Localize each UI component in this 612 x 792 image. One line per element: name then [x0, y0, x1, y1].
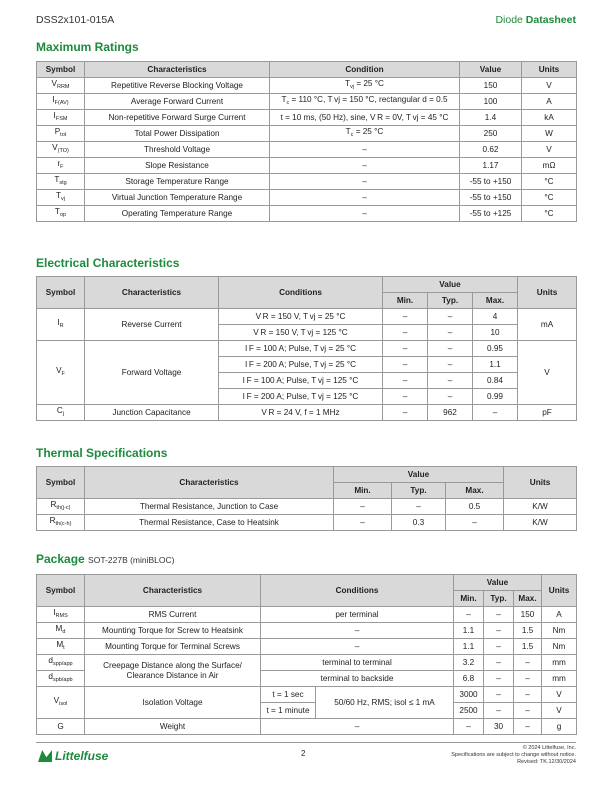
characteristic-cell: Reverse Current — [85, 309, 219, 341]
unit-cell: Nm — [542, 623, 577, 639]
characteristic-cell: Junction Capacitance — [85, 405, 219, 421]
doc-type-b: Datasheet — [525, 14, 576, 26]
symbol-subscript: j — [62, 411, 65, 417]
th-value: Value — [454, 575, 542, 591]
value-cell: – — [334, 499, 392, 515]
unit-cell: V — [518, 341, 577, 405]
brand-logo — [38, 749, 108, 763]
symbol-subscript: th(c-h) — [55, 521, 72, 527]
value-cell: -55 to +125 — [460, 206, 522, 222]
doc-type-a: Diode — [495, 14, 523, 26]
characteristic-cell: Thermal Resistance, Case to Heatsink — [85, 515, 334, 531]
symbol-cell: $r_F$ — [37, 158, 85, 174]
condition-cell: – — [270, 142, 460, 158]
value-cell: – — [484, 655, 514, 671]
value-cell: – — [514, 655, 542, 671]
unit-cell: K/W — [504, 499, 577, 515]
symbol-cell: $I_{F(AV)}$ — [37, 94, 85, 110]
value-cell: – — [484, 607, 514, 623]
part-number: DSS2x101-015A — [36, 14, 115, 26]
value-cell: -55 to +150 — [460, 190, 522, 206]
disclaimer-line: Specifications are subject to change without notice. — [451, 752, 576, 758]
characteristic-cell: Storage Temperature Range — [85, 174, 270, 190]
symbol-cell: $V_{isol}$ — [37, 687, 85, 719]
th-char: Characteristics — [85, 467, 334, 499]
characteristic-cell: RMS Current — [85, 607, 261, 623]
table-row — [37, 341, 577, 357]
condition-cell: I F = 100 A; Pulse, T vj = 125 °C — [219, 373, 383, 389]
unit-cell: pF — [518, 405, 577, 421]
condition-cell: – — [270, 174, 460, 190]
value-cell: 0.3 — [392, 515, 446, 531]
value-cell: – — [383, 373, 428, 389]
value-cell: – — [484, 671, 514, 687]
value-cell: – — [428, 325, 473, 341]
th-symbol: Symbol — [37, 467, 85, 499]
condition-cell: V R = 150 V, T vj = 25 °C — [219, 309, 383, 325]
unit-cell: °C — [522, 190, 577, 206]
symbol-subscript: stg — [59, 180, 67, 186]
value-cell: – — [383, 309, 428, 325]
symbol-cell: $d_{spb/apb}$ — [37, 671, 85, 687]
value-cell: 150 — [514, 607, 542, 623]
unit-cell: V — [522, 78, 577, 94]
symbol-subscript: vj — [61, 196, 65, 202]
condition-cell: t = 10 ms, (50 Hz), sine, V R = 0V, T vj = 45 °C — [270, 110, 460, 126]
unit-cell: V — [542, 687, 577, 703]
copyright-line: © 2024 Littelfuse, Inc. — [522, 745, 576, 751]
symbol-subscript: isol — [59, 701, 68, 707]
characteristic-cell: Forward Voltage — [85, 341, 219, 405]
thermal-body — [37, 499, 577, 531]
value-cell: -55 to +150 — [460, 174, 522, 190]
condition-subscript: c — [350, 132, 354, 138]
value-cell: 30 — [484, 719, 514, 735]
th-max: Max. — [514, 591, 542, 607]
value-cell: – — [484, 639, 514, 655]
symbol-cell: $d_{spp/app}$ — [37, 655, 85, 671]
value-cell: 0.5 — [446, 499, 504, 515]
characteristic-cell: Operating Temperature Range — [85, 206, 270, 222]
symbol-subscript: spp/app — [52, 661, 73, 667]
column-header: Characteristics — [85, 62, 270, 78]
max-ratings-table — [36, 61, 577, 222]
value-cell: 1.1 — [454, 623, 484, 639]
page-header — [36, 14, 576, 30]
th-cond: Conditions — [219, 277, 383, 309]
table-row — [37, 110, 577, 126]
unit-cell: mA — [518, 309, 577, 341]
th-value: Value — [334, 467, 504, 483]
page-number: 2 — [301, 749, 306, 758]
th-char: Characteristics — [85, 277, 219, 309]
electrical-body — [37, 309, 577, 421]
value-cell: 1.1 — [473, 357, 518, 373]
symbol-subscript: RRM — [56, 84, 70, 90]
symbol-cell: $C_j$ — [37, 405, 85, 421]
value-cell: – — [428, 389, 473, 405]
value-cell: 1.4 — [460, 110, 522, 126]
condition-cell: $T_c = 25$ °C — [270, 126, 460, 142]
symbol-subscript: (TO) — [57, 148, 69, 154]
value-cell: – — [514, 719, 542, 735]
value-cell: 1.1 — [454, 639, 484, 655]
unit-cell: g — [542, 719, 577, 735]
column-header: Units — [522, 62, 577, 78]
symbol-subscript: d — [62, 629, 66, 635]
value-cell: – — [484, 703, 514, 719]
unit-cell: °C — [522, 206, 577, 222]
value-cell: 0.95 — [473, 341, 518, 357]
condition-subscript: vj — [350, 84, 355, 90]
revision-line: Revised: TK.12/30/2024 — [517, 759, 576, 765]
time-cell: t = 1 sec — [261, 687, 316, 703]
value-cell: – — [334, 515, 392, 531]
condition-cell: $T_c = 110$ °C, T vj = 150 °C, rectangular d = 0.5 — [270, 94, 460, 110]
condition-cell: – — [270, 190, 460, 206]
characteristic-cell: Creepage Distance along the Surface/ Clearance Distance in Air — [85, 655, 261, 687]
condition-cell: $T_{vj} = 25$ °C — [270, 78, 460, 94]
littelfuse-logo-icon — [38, 750, 52, 762]
characteristic-cell: Slope Resistance — [85, 158, 270, 174]
value-cell: 0.62 — [460, 142, 522, 158]
value-cell: 250 — [460, 126, 522, 142]
value-cell: – — [383, 357, 428, 373]
copyright — [451, 745, 576, 766]
th-max: Max. — [473, 293, 518, 309]
th-units: Units — [542, 575, 577, 607]
symbol-subscript: spb/apb — [52, 677, 73, 683]
value-cell: 962 — [428, 405, 473, 421]
th-min: Min. — [454, 591, 484, 607]
unit-cell: °C — [522, 174, 577, 190]
value-cell: 10 — [473, 325, 518, 341]
section-title-package — [36, 552, 175, 566]
condition-cell: – — [261, 719, 454, 735]
table-row — [37, 78, 577, 94]
value-cell: – — [446, 515, 504, 531]
table-row — [37, 142, 577, 158]
package-title: Package — [36, 552, 85, 566]
value-cell: – — [428, 341, 473, 357]
th-units: Units — [504, 467, 577, 499]
value-cell: – — [454, 607, 484, 623]
symbol-cell: $R_{th(j-c)}$ — [37, 499, 85, 515]
value-cell: 100 — [460, 94, 522, 110]
table-row — [37, 405, 577, 421]
symbol-cell: $I_{FSM}$ — [37, 110, 85, 126]
unit-cell: A — [522, 94, 577, 110]
condition-cell: terminal to terminal — [261, 655, 454, 671]
condition-cell: V R = 24 V, f = 1 MHz — [219, 405, 383, 421]
symbol-subscript: op — [59, 212, 67, 218]
condition-cell: – — [261, 639, 454, 655]
th-cond: Conditions — [261, 575, 454, 607]
value-cell: – — [392, 499, 446, 515]
th-typ: Typ. — [392, 483, 446, 499]
symbol-subscript: FSM — [55, 116, 68, 122]
condition-cell: – — [270, 158, 460, 174]
value-cell: 0.84 — [473, 373, 518, 389]
value-cell: – — [383, 405, 428, 421]
symbol-cell: $T_{stg}$ — [37, 174, 85, 190]
table-row — [37, 174, 577, 190]
logo-text: Littelfuse — [55, 749, 109, 763]
value-cell: – — [428, 357, 473, 373]
condition-cell: per terminal — [261, 607, 454, 623]
table-row — [37, 623, 577, 639]
table-row — [37, 206, 577, 222]
section-title-thermal: Thermal Specifications — [36, 446, 168, 460]
symbol-cell: $T_{op}$ — [37, 206, 85, 222]
value-cell: – — [383, 325, 428, 341]
package-table — [36, 574, 577, 735]
column-header: Symbol — [37, 62, 85, 78]
th-min: Min. — [383, 293, 428, 309]
th-symbol: Symbol — [37, 277, 85, 309]
value-cell: 2500 — [454, 703, 484, 719]
value-cell: – — [473, 405, 518, 421]
symbol-cell: $V_{RRM}$ — [37, 78, 85, 94]
characteristic-cell: Total Power Dissipation — [85, 126, 270, 142]
condition-cell: I F = 200 A; Pulse, T vj = 125 °C — [219, 389, 383, 405]
value-cell: 3.2 — [454, 655, 484, 671]
value-cell: – — [514, 703, 542, 719]
unit-cell: mm — [542, 671, 577, 687]
value-cell: – — [454, 719, 484, 735]
table-row — [37, 126, 577, 142]
th-typ: Typ. — [428, 293, 473, 309]
characteristic-cell: Repetitive Reverse Blocking Voltage — [85, 78, 270, 94]
symbol-cell: $V_F$ — [37, 341, 85, 405]
column-header: Value — [460, 62, 522, 78]
characteristic-cell: Thermal Resistance, Junction to Case — [85, 499, 334, 515]
condition-cell: V R = 150 V, T vj = 125 °C — [219, 325, 383, 341]
unit-cell: mΩ — [522, 158, 577, 174]
symbol-cell: $P_{tot}$ — [37, 126, 85, 142]
symbol-cell: $M_t$ — [37, 639, 85, 655]
value-cell: 3000 — [454, 687, 484, 703]
value-cell: 0.99 — [473, 389, 518, 405]
value-cell: 1.5 — [514, 639, 542, 655]
th-symbol: Symbol — [37, 575, 85, 607]
characteristic-cell: Weight — [85, 719, 261, 735]
thermal-table — [36, 466, 577, 531]
value-cell: 4 — [473, 309, 518, 325]
symbol-cell: $V_{(TO)}$ — [37, 142, 85, 158]
table-row — [37, 655, 577, 671]
unit-cell: V — [542, 703, 577, 719]
doc-type — [495, 14, 576, 26]
condition-cell: – — [270, 206, 460, 222]
table-row — [37, 309, 577, 325]
unit-cell: W — [522, 126, 577, 142]
unit-cell: A — [542, 607, 577, 623]
value-cell: 6.8 — [454, 671, 484, 687]
unit-cell: kA — [522, 110, 577, 126]
unit-cell: Nm — [542, 639, 577, 655]
section-title-max-ratings: Maximum Ratings — [36, 40, 139, 54]
th-value: Value — [383, 277, 518, 293]
table-row — [37, 499, 577, 515]
condition-cell: I F = 100 A; Pulse, T vj = 25 °C — [219, 341, 383, 357]
value-cell: – — [514, 671, 542, 687]
table-row — [37, 639, 577, 655]
table-row — [37, 607, 577, 623]
section-title-electrical: Electrical Characteristics — [36, 256, 180, 270]
table-row — [37, 515, 577, 531]
characteristic-cell: Mounting Torque for Terminal Screws — [85, 639, 261, 655]
symbol-cell: $I_{RMS}$ — [37, 607, 85, 623]
table-row — [37, 687, 577, 703]
condition-subscript: c — [286, 100, 290, 106]
table-header-row — [37, 62, 577, 78]
th-typ: Typ. — [484, 591, 514, 607]
condition-cell: I F = 200 A; Pulse, T vj = 25 °C — [219, 357, 383, 373]
condition-cell: terminal to backside — [261, 671, 454, 687]
symbol-subscript: RMS — [55, 613, 68, 619]
symbol-subscript: t — [63, 645, 65, 651]
th-char: Characteristics — [85, 575, 261, 607]
characteristic-cell: Threshold Voltage — [85, 142, 270, 158]
table-row — [37, 94, 577, 110]
characteristic-cell: Virtual Junction Temperature Range — [85, 190, 270, 206]
value-cell: – — [383, 389, 428, 405]
table-row — [37, 719, 577, 735]
th-units: Units — [518, 277, 577, 309]
value-cell: – — [514, 687, 542, 703]
unit-cell: mm — [542, 655, 577, 671]
value-cell: – — [484, 623, 514, 639]
characteristic-cell: Non-repetitive Forward Surge Current — [85, 110, 270, 126]
time-cell: t = 1 minute — [261, 703, 316, 719]
characteristic-cell: Average Forward Current — [85, 94, 270, 110]
characteristic-cell: Isolation Voltage — [85, 687, 261, 719]
condition-cell: – — [261, 623, 454, 639]
symbol-cell: $T_{vj}$ — [37, 190, 85, 206]
th-min: Min. — [334, 483, 392, 499]
package-body — [37, 607, 577, 735]
package-subtitle: SOT-227B (miniBLOC) — [88, 555, 175, 565]
symbol-subscript: F — [60, 164, 64, 170]
symbol-cell: $R_{th(c-h)}$ — [37, 515, 85, 531]
symbol-cell: G — [37, 719, 85, 735]
unit-cell: V — [522, 142, 577, 158]
condition-cell: 50/60 Hz, RMS; isol ≤ 1 mA — [316, 687, 454, 719]
table-row — [37, 190, 577, 206]
value-cell: 150 — [460, 78, 522, 94]
value-cell: – — [484, 687, 514, 703]
column-header: Condition — [270, 62, 460, 78]
value-cell: 1.5 — [514, 623, 542, 639]
table-row — [37, 158, 577, 174]
value-cell: – — [428, 309, 473, 325]
symbol-subscript: F — [61, 371, 65, 377]
symbol-subscript: F(AV) — [54, 100, 69, 106]
max-ratings-body — [37, 78, 577, 222]
value-cell: – — [383, 341, 428, 357]
symbol-subscript: tot — [60, 132, 67, 138]
unit-cell: K/W — [504, 515, 577, 531]
symbol-cell: $I_R$ — [37, 309, 85, 341]
page-footer — [36, 742, 576, 773]
value-cell: – — [428, 373, 473, 389]
value-cell: 1.17 — [460, 158, 522, 174]
symbol-subscript: th(j-c) — [56, 505, 71, 511]
electrical-table — [36, 276, 577, 421]
symbol-cell: $M_d$ — [37, 623, 85, 639]
th-max: Max. — [446, 483, 504, 499]
characteristic-cell: Mounting Torque for Screw to Heatsink — [85, 623, 261, 639]
symbol-subscript: R — [59, 323, 64, 329]
